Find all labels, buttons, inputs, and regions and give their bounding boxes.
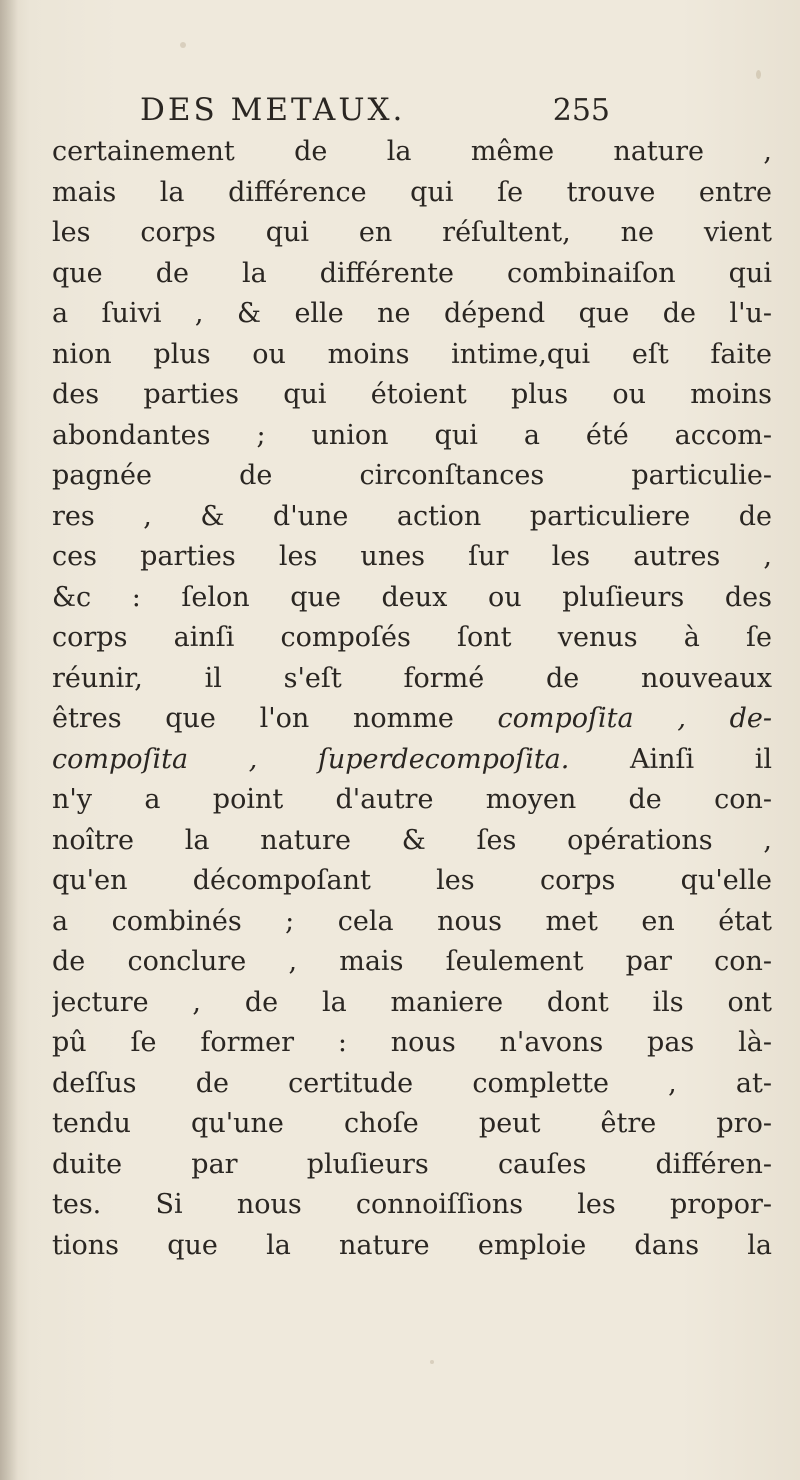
text-line: les corps qui en réſultent, ne vient	[52, 217, 772, 248]
text-line: qu'en décompoſant les corps qu'elle	[52, 865, 772, 896]
text-line: nion plus ou moins intime,qui eſt faite	[52, 338, 772, 370]
running-head	[140, 92, 610, 136]
text-italic: compoſita , de-	[497, 703, 772, 734]
text-line: mais la différence qui ſe trouve entre	[52, 176, 772, 208]
paper-stain	[430, 1360, 434, 1364]
text-line: réunir, il s'eſt formé de nouveaux	[52, 662, 772, 694]
text-line: de conclure , mais ſeulement par con-	[52, 946, 772, 977]
text-line: corps ainſi compoſés ſont venus à ſe	[52, 622, 772, 653]
spine-shadow	[0, 0, 18, 1480]
text-line: tes. Si nous connoiſſions les propor-	[52, 1189, 772, 1220]
page-number: 255	[552, 93, 610, 128]
text-line: des parties qui étoient plus ou moins	[52, 379, 772, 410]
text-line: res , & d'une action particuliere de	[52, 500, 772, 532]
running-title: DES METAUX.	[140, 92, 406, 128]
text-line	[52, 740, 772, 781]
text-line: n'y a point d'autre moyen de con-	[52, 784, 772, 815]
text-line: a ſuivi , & elle ne dépend que de l'u-	[52, 298, 772, 329]
text-line: que de la différente combinaiſon qui	[52, 257, 772, 289]
text-line: abondantes ; union qui a été accom-	[52, 419, 772, 451]
text-line: noître la nature & ſes opérations ,	[52, 824, 772, 856]
paper-stain	[180, 42, 186, 48]
text-roman: Ainſi il	[569, 743, 772, 775]
text-line: certainement de la même nature ,	[52, 136, 772, 167]
text-line	[52, 699, 772, 740]
text-line: tendu qu'une choſe peut être pro-	[52, 1108, 772, 1139]
text-roman: êtres que l'on nomme	[52, 703, 498, 734]
text-line: pû ſe former : nous n'avons pas là-	[52, 1027, 772, 1058]
text-line: pagnée de circonſtances particulie-	[52, 460, 772, 491]
text-line: tions que la nature emploie dans la	[52, 1229, 772, 1261]
text-line: duite par pluſieurs cauſes différen-	[52, 1148, 772, 1180]
paper-stain	[756, 70, 761, 79]
text-line: deſſus de certitude complette , at-	[52, 1067, 772, 1099]
text-line: ces parties les unes ſur les autres ,	[52, 541, 772, 572]
text-line: a combinés ; cela nous met en état	[52, 905, 772, 937]
text-italic: compoſita , ſuperdecompoſita.	[52, 743, 570, 775]
text-line: &c : ſelon que deux ou pluſieurs des	[52, 581, 772, 613]
body-text	[52, 132, 772, 1266]
text-line: jecture , de la maniere dont ils ont	[52, 986, 772, 1018]
